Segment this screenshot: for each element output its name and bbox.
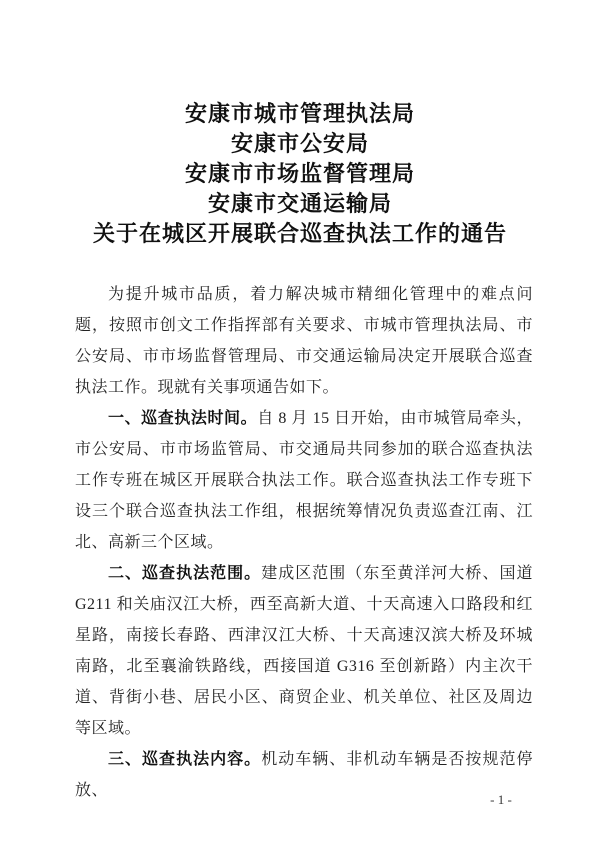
paragraph-intro <box>75 279 533 403</box>
section-1-heading: 一、巡查执法时间。 <box>108 410 258 427</box>
title-line-agency-3: 安康市市场监督管理局 <box>184 161 415 186</box>
paragraph-section-3 <box>75 744 533 806</box>
title-line-subject: 关于在城区开展联合巡查执法工作的通告 <box>92 221 507 246</box>
document-body <box>75 279 533 806</box>
paragraph-text: 为提升城市品质，着力解决城市精细化管理中的难点问题，按照市创文工作指挥部有关要求、市城市管理执法局、市公安局、市市场监督管理局、市交通运输局决定开展联合巡查执法工作。现就有关事项通告如下。 <box>75 286 533 396</box>
section-2-heading: 二、巡查执法范围。 <box>108 565 262 582</box>
section-2-text: 建成区范围（东至黄洋河大桥、国道 G211 和关庙汉江大桥，西至高新大道、十天高速入口路段和红星路，南接长春路、西津汉江大桥、十天高速汉滨大桥及环城南路，北至襄渝铁路线，西接国道 G316 至创新路）内主次干道、背街小巷、居民小区、商贸企业、机关单位、社区及周边等区域。 <box>75 565 533 737</box>
section-1-text: 自 8 月 15 日开始，由市城管局牵头，市公安局、市市场监管局、市交通局共同参加的联合巡查执法工作专班在城区开展联合执法工作。联合巡查执法工作专班下设三个联合巡查执法工作组，根据统筹情况负责巡查江南、江北、高新三个区域。 <box>75 410 533 551</box>
paragraph-section-1 <box>75 403 533 558</box>
section-3-heading: 三、巡查执法内容。 <box>108 751 262 768</box>
document-title-block <box>0 99 600 249</box>
title-line-agency-2: 安康市公安局 <box>230 131 369 156</box>
page-number: - 1 - <box>490 792 512 807</box>
paragraph-section-2 <box>75 558 533 744</box>
title-line-agency-1: 安康市城市管理执法局 <box>184 101 415 126</box>
title-line-agency-4: 安康市交通运输局 <box>207 191 392 216</box>
section-3-text: 机动车辆、非机动车辆是否按规范停放、 <box>75 751 533 799</box>
